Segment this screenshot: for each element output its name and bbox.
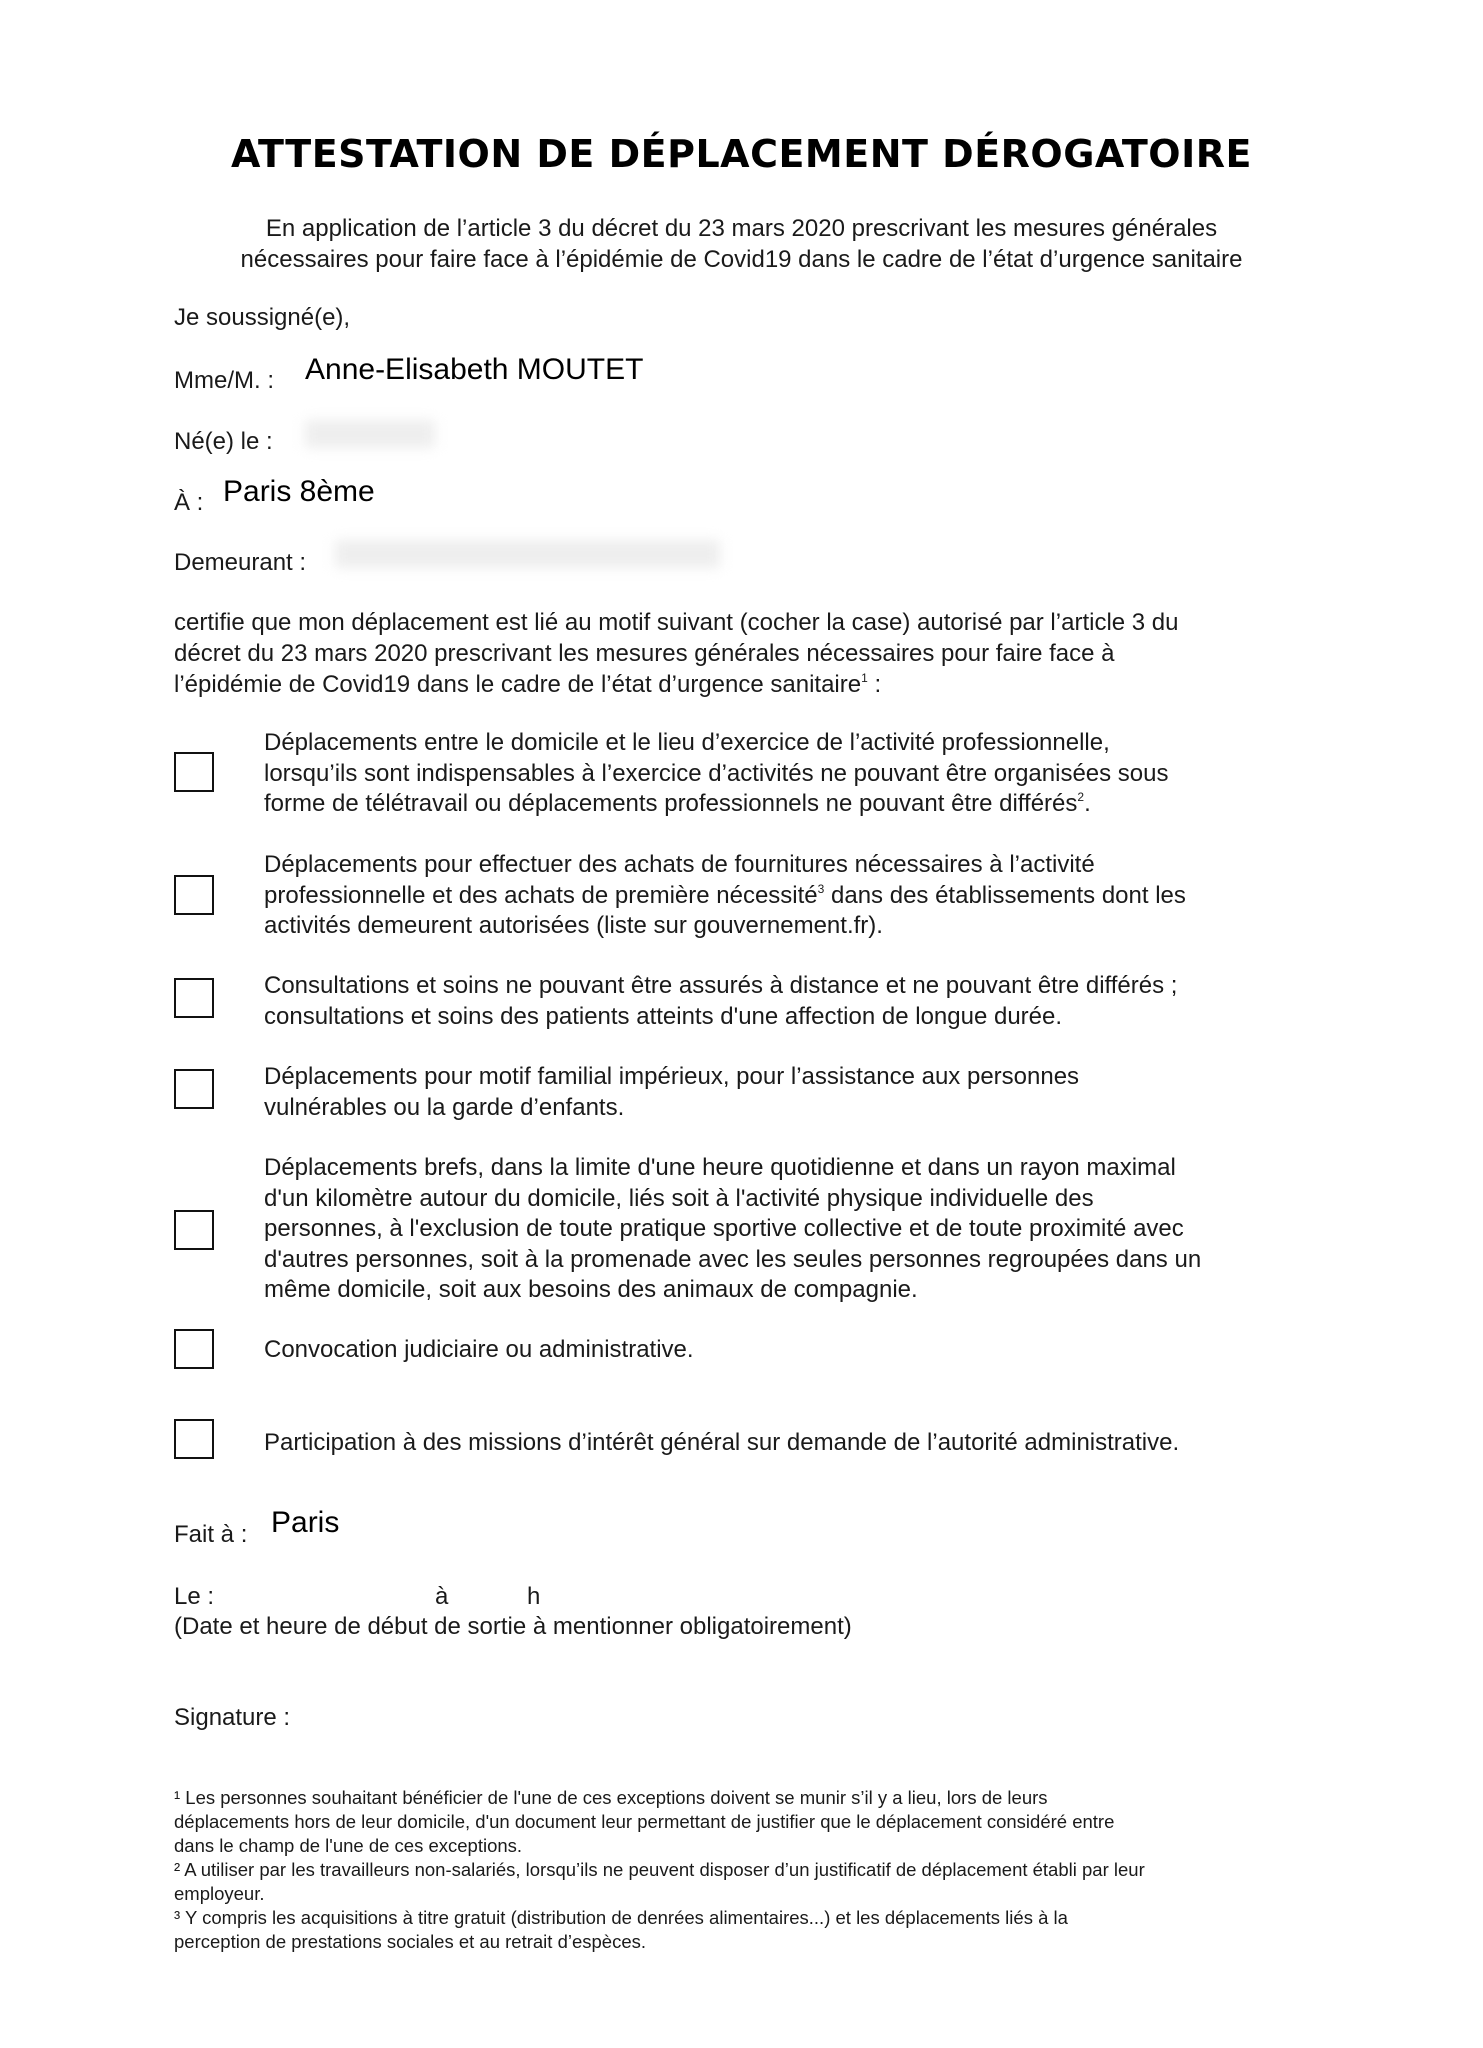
checkbox-sport[interactable] — [174, 1210, 214, 1250]
option-travail — [264, 728, 1324, 820]
footnote-line: dans le champ de l'une de ces exceptions. — [174, 1835, 523, 1856]
address-redacted — [335, 540, 720, 568]
checkbox-famille[interactable] — [174, 1069, 214, 1109]
option-line: même domicile, soit aux besoins des animaux de compagnie. — [264, 1276, 918, 1303]
address-label: Demeurant : — [174, 549, 307, 576]
birthplace-value[interactable]: Paris 8ème — [223, 475, 375, 508]
option-line — [264, 881, 1324, 912]
subtitle-line: En application de l’article 3 du décret du 23 mars 2020 prescrivant les mesures générales — [265, 215, 1218, 242]
option-sante — [264, 971, 1324, 1032]
name-value[interactable]: Anne-Elisabeth MOUTET — [305, 353, 644, 386]
birthplace-label: À : — [174, 489, 204, 516]
footnote-ref: 1 — [861, 671, 868, 685]
footnote-line: déplacements hors de leur domicile, d'un document leur permettant de justifier que le déplacement considéré entre — [174, 1811, 1115, 1832]
checkbox-travail[interactable] — [174, 752, 214, 792]
option-line: Déplacements pour effectuer des achats de fournitures nécessaires à l’activité — [264, 851, 1095, 878]
checkbox-sante[interactable] — [174, 978, 214, 1018]
subtitle-line: nécessaires pour faire face à l’épidémie de Covid19 dans le cadre de l’état d’urgence sanitaire — [240, 246, 1243, 273]
option-text: dans des établissements dont les — [824, 881, 1186, 909]
fait-label: Fait à : — [174, 1521, 248, 1548]
birth-date-label: Né(e) le : — [174, 428, 273, 455]
footnote-line: perception de prestations sociales et au retrait d’espèces. — [174, 1931, 647, 1952]
fait-value[interactable]: Paris — [271, 1506, 340, 1539]
option-line: Déplacements entre le domicile et le lieu d’exercice de l’activité professionnelle, — [264, 729, 1110, 756]
certify-suffix: : — [867, 671, 882, 698]
checkbox-missions[interactable] — [174, 1419, 214, 1459]
certify-paragraph — [174, 607, 1324, 700]
footnote-line: ¹ Les personnes souhaitant bénéficier de l'une de ces exceptions doivent se munir s’il y a lieu, lors de leurs — [174, 1787, 1048, 1808]
date-note: (Date et heure de début de sortie à mentionner obligatoirement) — [174, 1613, 852, 1640]
option-line: personnes, à l'exclusion de toute pratique sportive collective et de toute proximité avec — [264, 1215, 1184, 1242]
option-line: vulnérables ou la garde d’enfants. — [264, 1093, 625, 1121]
option-line: d'un kilomètre autour du domicile, liés soit à l'activité physique individuelle des — [264, 1184, 1094, 1212]
document-title: ATTESTATION DE DÉPLACEMENT DÉROGATOIRE — [231, 132, 1252, 176]
birth-date-redacted — [305, 420, 435, 448]
option-missions — [264, 1428, 1324, 1459]
option-achats — [264, 850, 1324, 942]
intro-text: Je soussigné(e), — [174, 304, 351, 331]
option-text: professionnelle et des achats de première nécessité — [264, 881, 818, 909]
option-line: Déplacements brefs, dans la limite d'une heure quotidienne et dans un rayon maximal — [264, 1154, 1176, 1181]
option-line: activités demeurent autorisées (liste sur gouvernement.fr). — [264, 912, 883, 939]
document-subtitle — [120, 213, 1363, 275]
footnote-line: employeur. — [174, 1883, 265, 1904]
option-line: Déplacements pour motif familial impérieux, pour l’assistance aux personnes — [264, 1063, 1080, 1090]
date-label: Le : — [174, 1583, 215, 1610]
certify-line: décret du 23 mars 2020 prescrivant les mesures générales nécessaires pour faire face à — [174, 640, 1115, 667]
option-line — [264, 789, 1324, 820]
option-suffix: . — [1084, 790, 1091, 817]
option-line: d'autres personnes, soit à la promenade avec les seules personnes regroupées dans un — [264, 1245, 1202, 1273]
footnotes — [174, 1786, 1314, 1954]
option-line: consultations et soins des patients atteints d'une affection de longue durée. — [264, 1002, 1063, 1030]
certify-line — [174, 669, 1324, 700]
option-line: lorsqu’ils sont indispensables à l’exercice d’activités ne pouvant être organisées sous — [264, 759, 1169, 787]
option-convocation — [264, 1335, 1324, 1366]
option-line: Participation à des missions d’intérêt général sur demande de l’autorité administrative. — [264, 1429, 1180, 1456]
checkbox-achats[interactable] — [174, 875, 214, 915]
certify-line: certifie que mon déplacement est lié au motif suivant (cocher la case) autorisé par l’article 3 du — [174, 609, 1179, 636]
footnote-ref: 3 — [817, 881, 825, 896]
time-a-label: à — [435, 1583, 449, 1610]
footnote-ref: 2 — [1077, 790, 1085, 804]
time-h-label: h — [527, 1583, 541, 1610]
checkbox-convocation[interactable] — [174, 1329, 214, 1369]
signature-label: Signature : — [174, 1704, 291, 1731]
footnote-line: ³ Y compris les acquisitions à titre gratuit (distribution de denrées alimentaires...) et les déplacements liés à la — [174, 1907, 1068, 1928]
option-line: Convocation judiciaire ou administrative. — [264, 1336, 694, 1363]
option-line: Consultations et soins ne pouvant être assurés à distance et ne pouvant être différés ; — [264, 972, 1178, 999]
option-famille — [264, 1062, 1324, 1123]
certify-text: l’épidémie de Covid19 dans le cadre de l’état d’urgence sanitaire — [174, 671, 862, 698]
option-text: forme de télétravail ou déplacements professionnels ne pouvant être différés — [264, 790, 1078, 817]
name-label: Mme/M. : — [174, 367, 274, 394]
footnote-line: ² A utiliser par les travailleurs non-salariés, lorsqu’ils ne peuvent disposer d’un justificatif de déplacement établi par leur — [174, 1859, 1145, 1880]
option-sport — [264, 1153, 1324, 1306]
